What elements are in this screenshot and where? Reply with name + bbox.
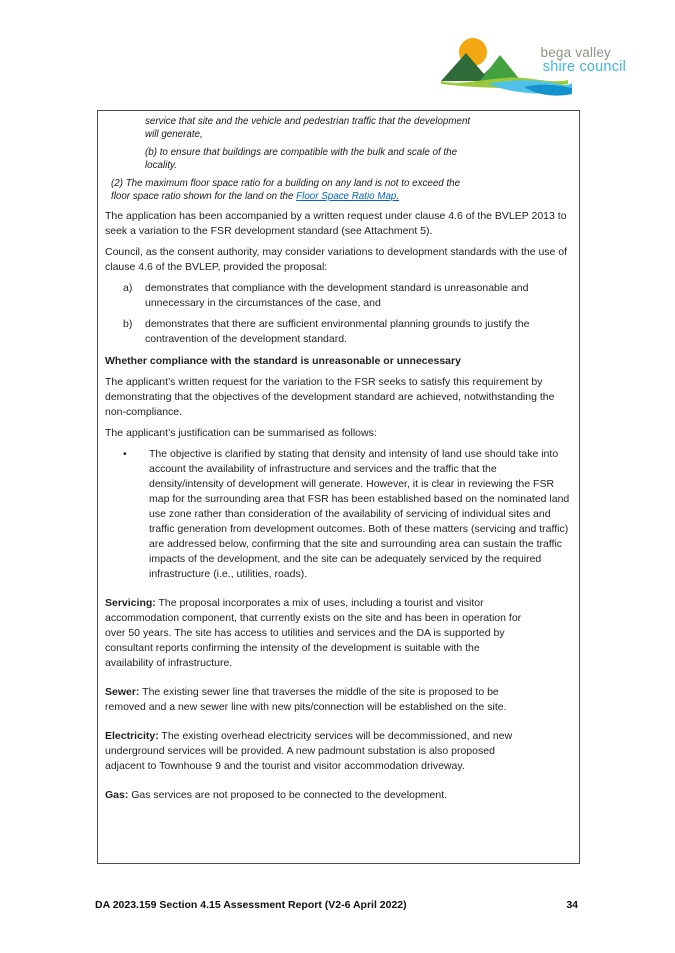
quote-paragraph-2-text: (2) The maximum floor space ratio for a building on any land is not to exceed the floor space ratio shown for the land on the xyxy=(111,178,461,202)
electricity-text: The existing overhead electricity services will be decommissioned, and new underground services will be provided. A new padmount substation is also proposed adjacent to Townhouse 9 and the tourist and visitor accommodation driveway. xyxy=(105,730,513,772)
list-item-a xyxy=(123,281,571,311)
content-box xyxy=(97,110,580,864)
paragraph-applicant-request: The applicant’s written request for the variation to the FSR seeks to satisfy this requirement by demonstrating that the objectives of the development standard are achieved, notwithstanding the non-compliance. xyxy=(105,376,555,418)
sewer-text: The existing sewer line that traverses the middle of the site is proposed to be removed and a new sewer line with new pits/connection will be established on the site. xyxy=(105,686,507,713)
paragraph-gas xyxy=(105,788,527,803)
paragraph-electricity xyxy=(105,729,527,774)
paragraph-servicing xyxy=(105,596,527,671)
lep-clause-quote xyxy=(105,116,571,203)
page-number: 34 xyxy=(566,899,578,911)
bullet-icon: • xyxy=(123,448,127,460)
quote-paragraph-continuation: service that site and the vehicle and pedestrian traffic that the development will generate, xyxy=(145,116,471,140)
servicing-label: Servicing: xyxy=(105,597,156,609)
page-footer xyxy=(95,899,578,911)
gas-text: Gas services are not proposed to be connected to the development. xyxy=(128,789,448,801)
list-item-b xyxy=(123,317,571,347)
servicing-text: The proposal incorporates a mix of uses, including a tourist and visitor accommodation component, that currently exists on the site and has been in operation for over 50 years. The site has access to utilities and services and the DA is supported by consultant reports confirming the intensity of the development is suitable with the availability of infrastructure. xyxy=(105,597,522,669)
council-logo-text xyxy=(506,46,626,75)
list-item-b-text: demonstrates that there are sufficient environmental planning grounds to justify the contravention of the development standard. xyxy=(145,318,530,345)
quote-paragraph-2 xyxy=(111,178,463,203)
paragraph-council-consent: Council, as the consent authority, may consider variations to development standards with the use of clause 4.6 of the BVLEP, provided the proposal: xyxy=(105,246,568,273)
logo-name-line2: shire council xyxy=(542,59,626,76)
paragraph-justification-intro: The applicant’s justification can be summarised as follows: xyxy=(105,427,377,439)
footer-report-title: DA 2023.159 Section 4.15 Assessment Report (V2-6 April 2022) xyxy=(95,899,407,911)
quote-paragraph-b: (b) to ensure that buildings are compatible with the bulk and scale of the locality. xyxy=(145,147,458,171)
list-item-a-text: demonstrates that compliance with the development standard is unreasonable and unnecessary in the circumstances of the case, and xyxy=(145,282,529,309)
bullet-item-text: The objective is clarified by stating that density and intensity of land use should take into account the availability of infrastructure and services and the traffic that the density/intensity of development will generate. However, it is clear in reviewing the FSR map for the surrounding area that FSR has been established based on the nominated land use zone rather than consideration of the availability of servicing of individual sites and traffic generation from development outcomes. Both of these matters (servicing and traffic) are addressed below, confirming that the site and surrounding area can sustain the traffic impacts of the development, and the site can be adequately serviced by the required infrastructure (i.e., utilities, roads). xyxy=(149,448,570,580)
electricity-label: Electricity: xyxy=(105,730,159,742)
section-heading: Whether compliance with the standard is unreasonable or unnecessary xyxy=(105,355,461,367)
council-logo xyxy=(440,34,630,100)
floor-space-ratio-map-link[interactable]: Floor Space Ratio Map. xyxy=(296,190,400,202)
list-marker-a: a) xyxy=(123,282,133,294)
list-marker-b: b) xyxy=(123,318,133,330)
paragraph-application-request: The application has been accompanied by a written request under clause 4.6 of the BVLEP 2013 to seek a variation to the FSR development standard (see Attachment 5). xyxy=(105,210,567,237)
paragraph-sewer xyxy=(105,685,527,715)
gas-label: Gas: xyxy=(105,789,129,801)
logo-name-line1: bega valley xyxy=(540,45,611,60)
bullet-item-objective xyxy=(123,447,571,582)
sewer-label: Sewer: xyxy=(105,686,140,698)
